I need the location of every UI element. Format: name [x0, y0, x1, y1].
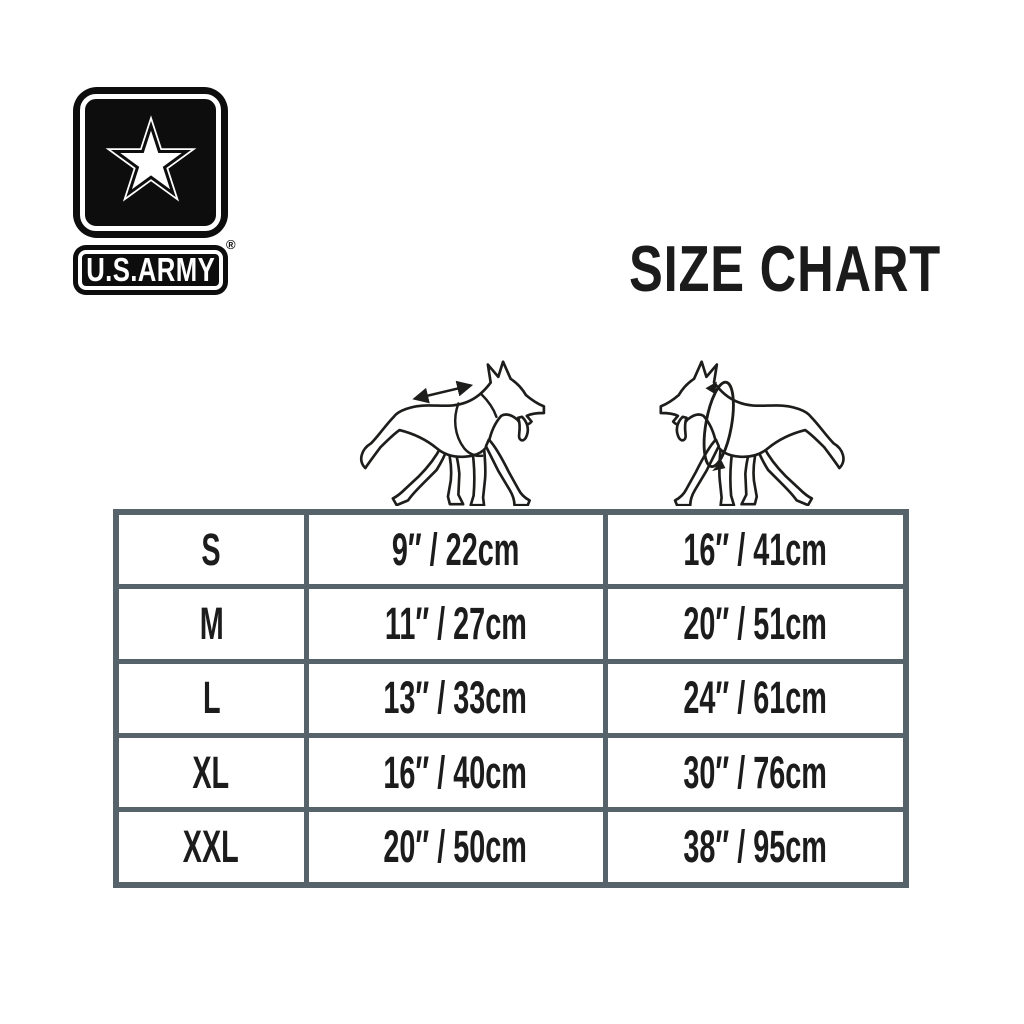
size-table [113, 509, 909, 888]
chest-girth-cell: 24″ / 61cm [605, 661, 906, 735]
table-row [116, 661, 906, 735]
back-length-arrow-icon [415, 385, 471, 398]
army-wordmark-box [73, 245, 228, 295]
army-wordmark: U.S.ARMY [86, 251, 215, 288]
army-star-icon [94, 106, 208, 220]
chest-girth-cell: 38″ / 95cm [605, 810, 906, 885]
size-cell: XL [116, 736, 306, 810]
dog-girth-illustration [661, 362, 844, 505]
back-length-cell: 13″ / 33cm [306, 661, 605, 735]
table-row [116, 736, 906, 810]
back-length-cell: 11″ / 27cm [306, 587, 605, 661]
back-length-cell: 9″ / 22cm [306, 512, 605, 587]
back-length-cell: 16″ / 40cm [306, 736, 605, 810]
dog-back-length-illustration [361, 362, 544, 505]
table-row [116, 810, 906, 885]
dog-measurement-diagram [348, 354, 872, 506]
back-length-cell: 20″ / 50cm [306, 810, 605, 885]
size-table-body [116, 512, 906, 885]
chest-girth-cell: 20″ / 51cm [605, 587, 906, 661]
chest-girth-cell: 30″ / 76cm [605, 736, 906, 810]
table-row [116, 512, 906, 587]
table-row [116, 587, 906, 661]
page-title: SIZE CHART [629, 231, 941, 305]
chest-girth-cell: 16″ / 41cm [605, 512, 906, 587]
registered-trademark-icon: ® [226, 237, 236, 252]
army-star-emblem [73, 87, 228, 238]
army-star-frame [80, 94, 221, 231]
size-cell: S [116, 512, 306, 587]
size-cell: XXL [116, 810, 306, 885]
army-wordmark-frame [78, 250, 223, 290]
size-cell: L [116, 661, 306, 735]
size-cell: M [116, 587, 306, 661]
